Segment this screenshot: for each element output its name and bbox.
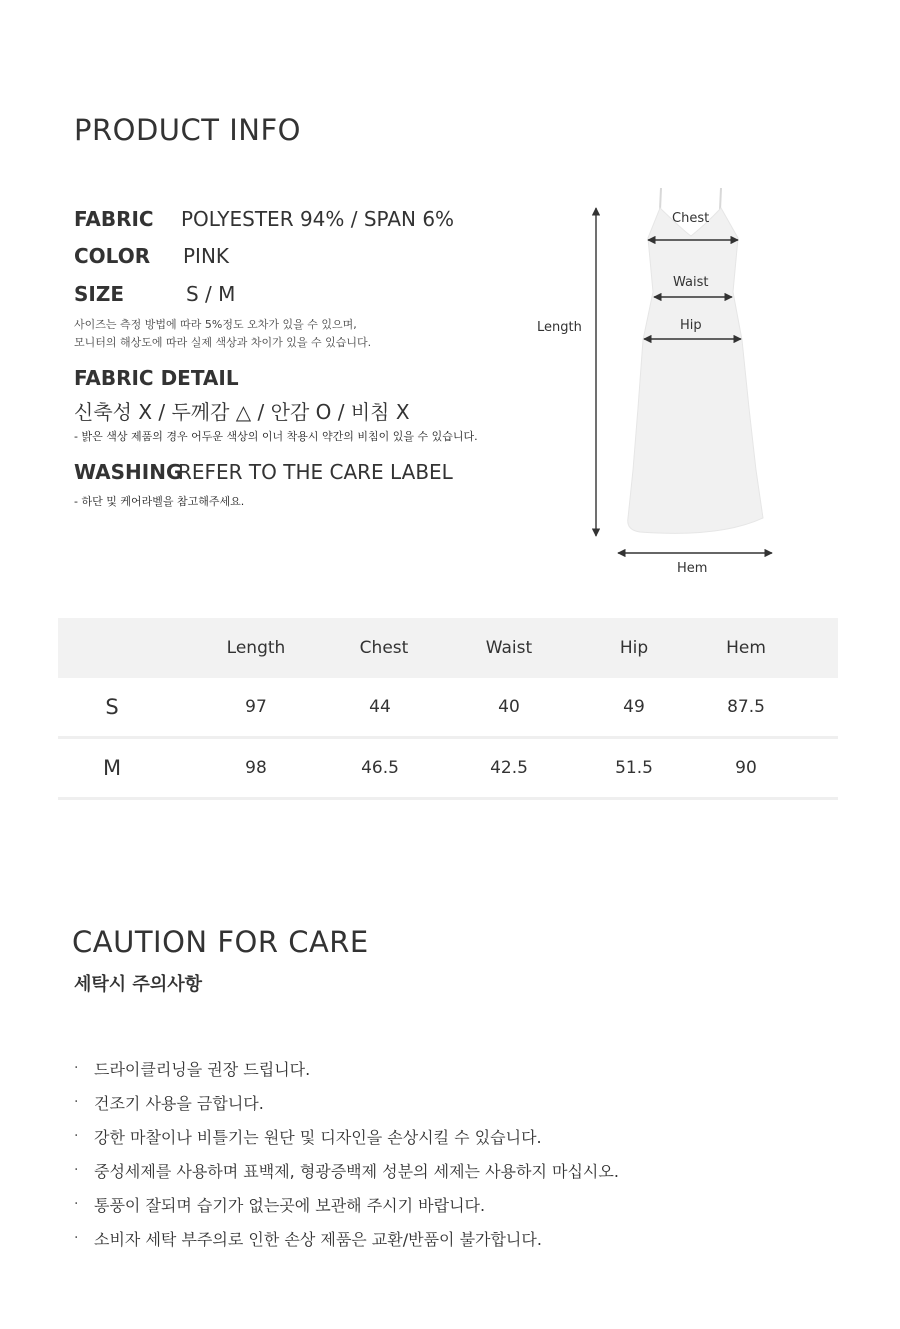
washing-label: WASHING <box>74 460 183 484</box>
fabric-label: FABRIC <box>74 207 154 231</box>
waist-label: Waist <box>673 275 709 290</box>
cell-length: 97 <box>245 697 267 717</box>
washing-value: REFER TO THE CARE LABEL <box>178 460 453 484</box>
row-size-label: M <box>102 756 122 780</box>
bullet-dot: · <box>74 1162 79 1178</box>
list-item <box>74 1085 619 1119</box>
size-note-line-2: 모니터의 해상도에 따라 실제 색상과 차이가 있을 수 있습니다. <box>74 336 372 349</box>
row-size-label: S <box>105 695 119 719</box>
care-item-text: 강한 마찰이나 비틀기는 원단 및 디자인을 손상시킬 수 있습니다. <box>94 1127 542 1147</box>
hip-label: Hip <box>680 318 702 333</box>
washing-note: - 하단 및 케어라벨을 참고해주세요. <box>74 495 245 508</box>
size-label: SIZE <box>74 282 125 306</box>
table-row <box>58 678 838 739</box>
cell-chest: 44 <box>369 697 391 717</box>
cell-waist: 42.5 <box>490 758 528 778</box>
header-waist: Waist <box>485 638 533 658</box>
cell-hem: 90 <box>735 758 757 778</box>
bullet-dot: · <box>74 1230 79 1246</box>
table-row <box>58 739 838 800</box>
care-title: CAUTION FOR CARE <box>72 925 369 959</box>
list-item <box>74 1221 619 1255</box>
header-length: Length <box>226 638 286 658</box>
size-value: S / M <box>186 282 236 306</box>
care-item-text: 소비자 세탁 부주의로 인한 손상 제품은 교환/반품이 불가합니다. <box>94 1229 542 1249</box>
bullet-dot: · <box>74 1060 79 1076</box>
color-value: PINK <box>183 244 230 268</box>
list-item <box>74 1153 619 1187</box>
hem-label: Hem <box>677 561 708 576</box>
cell-hip: 49 <box>623 697 645 717</box>
care-list <box>74 1051 619 1255</box>
cell-hip: 51.5 <box>615 758 653 778</box>
list-item <box>74 1051 619 1085</box>
bullet-dot: · <box>74 1196 79 1212</box>
fabric-value: POLYESTER 94% / SPAN 6% <box>181 207 455 231</box>
cell-chest: 46.5 <box>361 758 399 778</box>
header-chest: Chest <box>359 638 409 658</box>
cell-waist: 40 <box>498 697 520 717</box>
care-item-text: 건조기 사용을 금합니다. <box>94 1093 264 1113</box>
dress-silhouette <box>628 208 763 533</box>
header-hip: Hip <box>619 638 649 658</box>
dress-diagram <box>520 180 820 600</box>
bullet-dot: · <box>74 1128 79 1144</box>
care-item-text: 중성세제를 사용하며 표백제, 형광증백제 성분의 세제는 사용하지 마십시오. <box>94 1161 619 1181</box>
list-item <box>74 1119 619 1153</box>
header-size-col <box>58 618 168 678</box>
bullet-dot: · <box>74 1094 79 1110</box>
chest-label: Chest <box>672 211 710 226</box>
care-item-text: 드라이클리닝을 권장 드립니다. <box>94 1059 311 1079</box>
product-info-title: PRODUCT INFO <box>74 113 301 147</box>
fabric-detail-note: - 밝은 색상 제품의 경우 어두운 색상의 이너 착용시 약간의 비침이 있을 수 있습니다. <box>74 430 478 443</box>
list-item <box>74 1187 619 1221</box>
care-item-text: 통풍이 잘되며 습기가 없는곳에 보관해 주시기 바랍니다. <box>94 1195 486 1215</box>
header-hem: Hem <box>726 638 766 658</box>
right-strap <box>720 188 721 210</box>
cell-length: 98 <box>245 758 267 778</box>
size-table-header <box>58 618 838 678</box>
fabric-detail-value: 신축성 X / 두께감 △ / 안감 O / 비침 X <box>74 400 410 424</box>
length-label: Length <box>537 320 582 335</box>
left-strap <box>660 188 661 210</box>
size-note-line-1: 사이즈는 측정 방법에 따라 5%정도 오차가 있을 수 있으며, <box>74 318 357 331</box>
care-subtitle: 세탁시 주의사항 <box>74 974 202 995</box>
size-table <box>58 618 838 800</box>
color-label: COLOR <box>74 244 151 268</box>
fabric-detail-label: FABRIC DETAIL <box>74 366 239 390</box>
cell-hem: 87.5 <box>727 697 765 717</box>
